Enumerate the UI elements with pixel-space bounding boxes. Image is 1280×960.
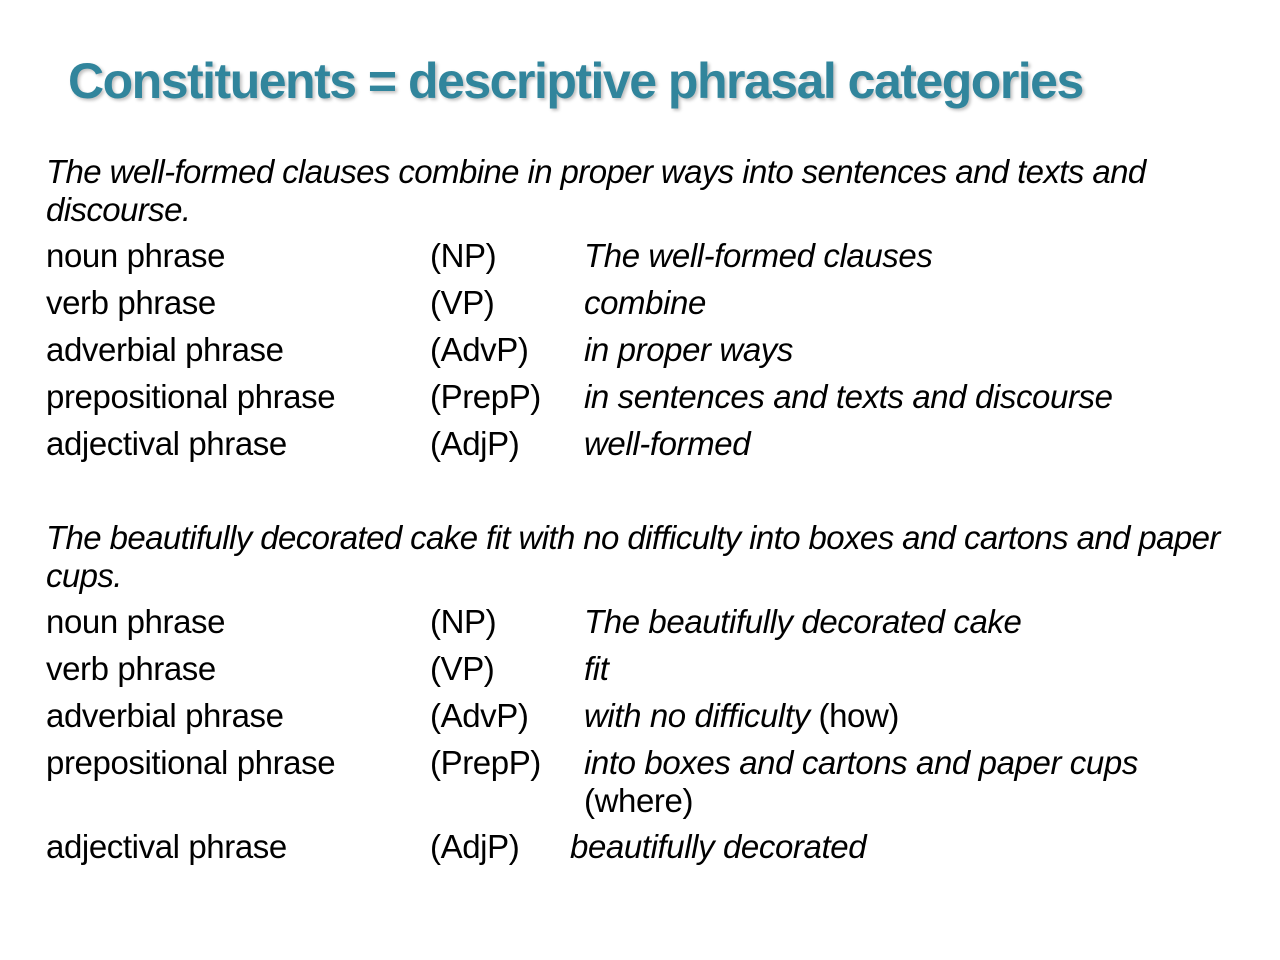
example-phrase: [584, 331, 1224, 369]
phrase-row: [46, 425, 1246, 472]
phrase-row: [46, 378, 1246, 425]
phrase-text: into boxes and cartons and paper cups: [584, 744, 1138, 781]
phrase-text: well-formed: [584, 425, 751, 462]
phrase-row: [46, 284, 1246, 331]
category-abbreviation: (VP): [430, 284, 495, 321]
category-abbreviation: (PrepP): [430, 744, 541, 781]
phrase-row: [46, 650, 1246, 697]
example-sentence-1: The well-formed clauses combine in proper ways into sentences and texts and discourse.: [46, 153, 1146, 228]
phrase-row: [46, 828, 1246, 875]
category-label: adjectival phrase: [46, 425, 287, 462]
example-phrase: [584, 378, 1224, 416]
example-phrase: [584, 650, 1224, 688]
category-abbreviation: (NP): [430, 237, 497, 274]
phrase-note: (where): [584, 782, 694, 819]
category-label: verb phrase: [46, 650, 216, 687]
phrase-note: (how): [809, 697, 900, 734]
category-label: verb phrase: [46, 284, 216, 321]
phrase-row: [46, 603, 1246, 650]
category-label: noun phrase: [46, 237, 226, 274]
category-abbreviation: (AdjP): [430, 425, 520, 462]
category-abbreviation: (PrepP): [430, 378, 541, 415]
example-phrase: [584, 697, 1224, 735]
phrase-text: in sentences and texts and discourse: [584, 378, 1113, 415]
phrase-row: [46, 237, 1246, 284]
category-abbreviation: (VP): [430, 650, 495, 687]
phrase-row: [46, 744, 1246, 829]
phrase-text: in proper ways: [584, 331, 793, 368]
category-label: noun phrase: [46, 603, 226, 640]
example-sentence-2: The beautifully decorated cake fit with no difficulty into boxes and cartons and paper cups.: [46, 519, 1220, 594]
example-phrase: [570, 828, 1210, 866]
example-phrase: [584, 237, 1224, 275]
phrase-text: The beautifully decorated cake: [584, 603, 1022, 640]
category-label: adverbial phrase: [46, 697, 284, 734]
phrase-text: fit: [584, 650, 609, 687]
example-phrase: [584, 425, 1224, 463]
category-abbreviation: (AdvP): [430, 331, 529, 368]
phrase-text: beautifully decorated: [570, 828, 867, 865]
example-phrase: [584, 284, 1224, 322]
category-abbreviation: (AdvP): [430, 697, 529, 734]
category-label: adjectival phrase: [46, 828, 287, 865]
category-label: prepositional phrase: [46, 378, 336, 415]
category-abbreviation: (NP): [430, 603, 497, 640]
example-phrase: [584, 744, 1204, 820]
category-label: prepositional phrase: [46, 744, 336, 781]
phrase-text: combine: [584, 284, 706, 321]
category-abbreviation: (AdjP): [430, 828, 520, 865]
slide-title: Constituents = descriptive phrasal categories: [68, 53, 1083, 109]
category-label: adverbial phrase: [46, 331, 284, 368]
phrase-row: [46, 697, 1246, 744]
phrase-text: The well-formed clauses: [584, 237, 933, 274]
example-phrase: [584, 603, 1224, 641]
phrase-row: [46, 331, 1246, 378]
phrase-text: with no difficulty: [584, 697, 810, 734]
